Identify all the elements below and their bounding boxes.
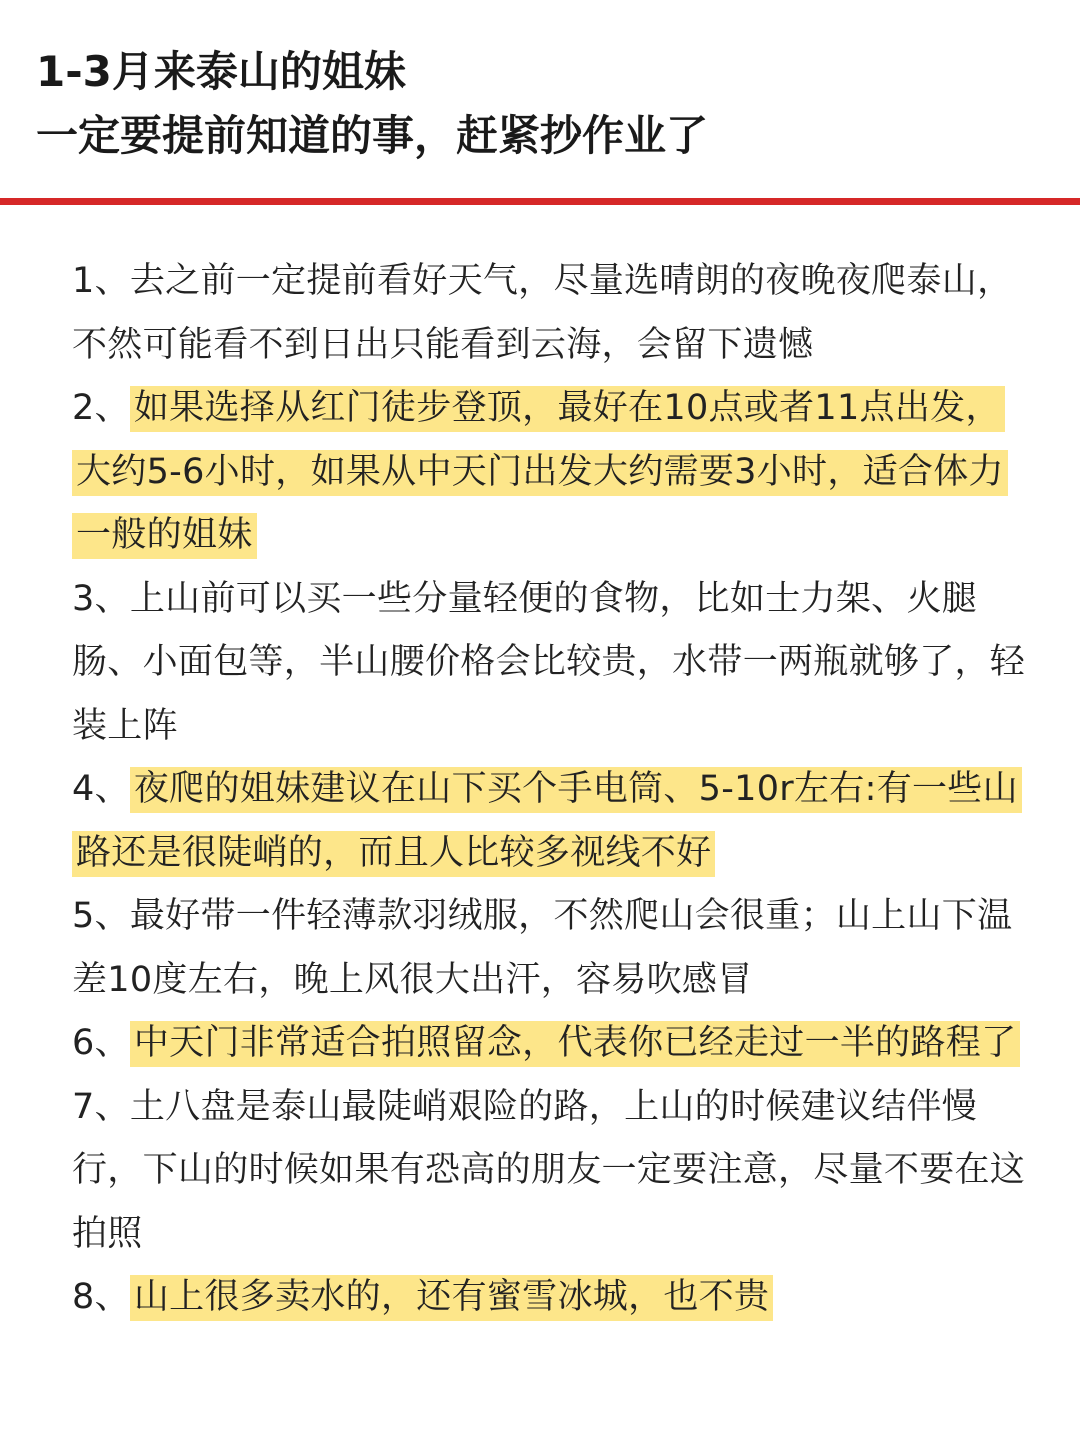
tip-item-6 — [72, 1012, 1032, 1076]
page-title-line-2: 一定要提前知道的事，赶紧抄作业了 — [36, 111, 709, 160]
header-divider — [0, 198, 1080, 205]
tip-number: 1、 — [72, 261, 130, 301]
tip-number: 4、 — [72, 769, 130, 809]
tip-item-3 — [72, 568, 1032, 759]
tip-item-5 — [72, 885, 1032, 1012]
tip-text: 上山前可以买一些分量轻便的食物，比如士力架、火腿肠、小面包等，半山腰价格会比较贵，水带一两瓶就够了，轻装上阵 — [72, 578, 1026, 746]
tip-text-highlighted: 山上很多卖水的，还有蜜雪冰城，也不贵 — [130, 1275, 773, 1321]
tip-number: 5、 — [72, 896, 130, 936]
tips-list — [72, 250, 1032, 1330]
tip-text-highlighted: 夜爬的姐妹建议在山下买个手电筒、5-10r左右:有一些山路还是很陡峭的，而且人比较多视线不好 — [72, 767, 1022, 877]
tip-text-highlighted: 中天门非常适合拍照留念，代表你已经走过一半的路程了 — [130, 1021, 1021, 1067]
tip-number: 8、 — [72, 1277, 130, 1317]
page-header — [36, 40, 1046, 168]
tip-number: 3、 — [72, 578, 130, 619]
tip-number: 2、 — [72, 388, 130, 428]
page-title-line-1: 1-3月来泰山的姐妹 — [36, 47, 406, 96]
tip-item-8 — [72, 1266, 1032, 1330]
tip-text: 土八盘是泰山最陡峭艰险的路，上山的时候建议结伴慢行，下山的时候如果有恐高的朋友一定要注意，尽量不要在这拍照 — [72, 1086, 1026, 1254]
tip-item-4 — [72, 758, 1032, 885]
tip-item-7 — [72, 1076, 1032, 1267]
tip-number: 7、 — [72, 1086, 130, 1127]
tip-item-2 — [72, 377, 1032, 568]
tip-item-1 — [72, 250, 1032, 377]
tip-text: 最好带一件轻薄款羽绒服，不然爬山会很重；山上山下温差10度左右，晚上风很大出汗，容易吹感冒 — [72, 896, 1013, 1000]
tip-text-highlighted: 如果选择从红门徒步登顶，最好在10点或者11点出发，大约5-6小时，如果从中天门出发大约需要3小时，适合体力一般的姐妹 — [72, 386, 1008, 559]
tip-text: 去之前一定提前看好天气，尽量选晴朗的夜晚夜爬泰山，不然可能看不到日出只能看到云海，会留下遗憾 — [72, 261, 1013, 365]
tip-number: 6、 — [72, 1023, 130, 1063]
